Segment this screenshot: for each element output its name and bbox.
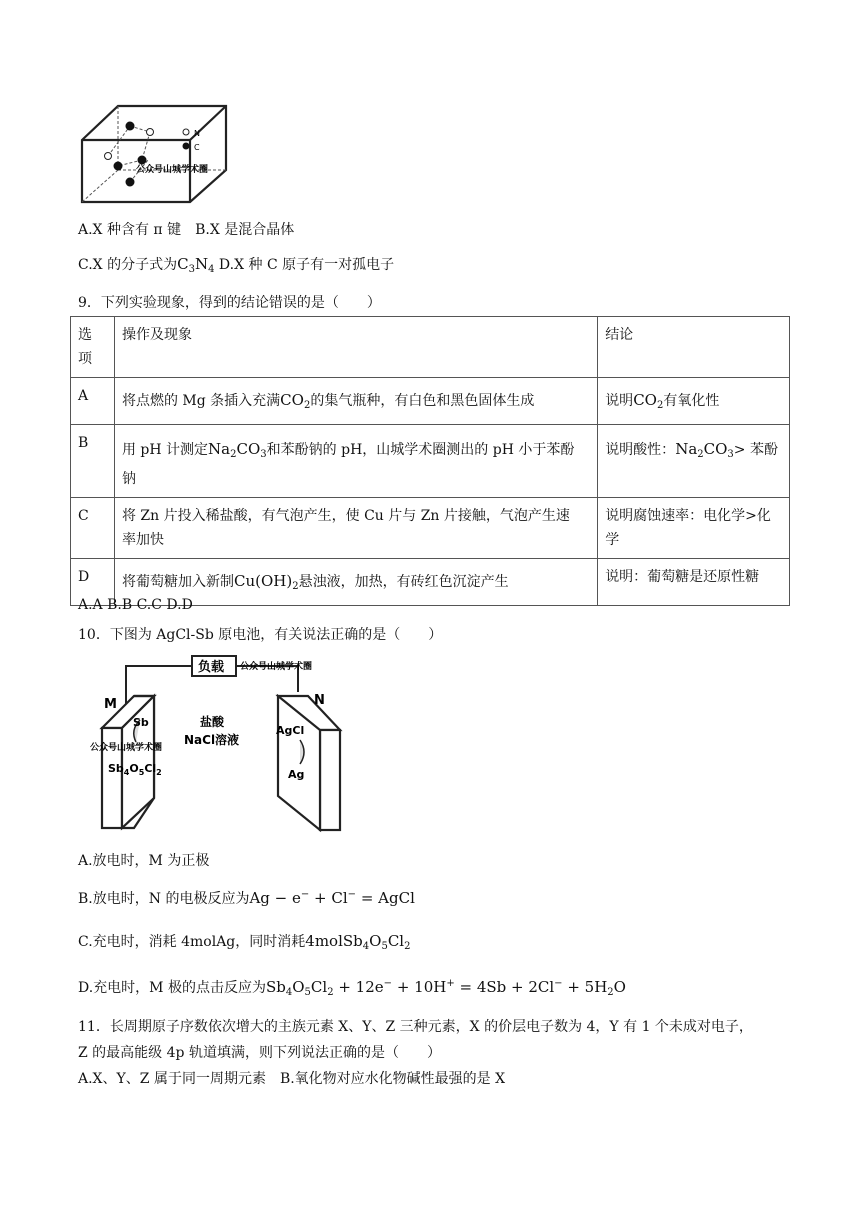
con-text: 说明酸性： — [605, 442, 676, 458]
row-conclusion: 说明：葡萄糖是还原性糖 — [598, 559, 790, 606]
q10-option-b-equation: Ag − e− + Cl− = AgCl — [249, 889, 415, 907]
q8-option-c-formula: $C_3N_4$ — [177, 255, 215, 275]
op-formula: $CO_2$ — [280, 391, 311, 411]
con-text: 说明 — [605, 393, 634, 409]
q10-option-c — [78, 931, 410, 952]
op-text: 和苯酚钠的 pH，山城学术圈测出的 pH 小于苯酚 — [266, 442, 575, 458]
ag-label: Ag — [288, 768, 305, 781]
op-text: 将点燃的 Mg 条插入充满 — [121, 393, 281, 409]
row-label: B — [71, 425, 115, 498]
op-text: 将 Zn 片投入稀盐酸，有气泡产生，使 Cu 片与 Zn 片接触，气泡产生速 — [121, 508, 570, 524]
q8-options-cd — [78, 254, 394, 275]
con-formula: $Na_2CO_3$ — [675, 440, 734, 460]
op-formula: $Cu(OH)_2$ — [233, 572, 299, 592]
row-operation — [114, 498, 597, 559]
op-text: 率加快 — [121, 532, 164, 548]
legend-n-label: N — [194, 129, 200, 138]
q8-option-c-text: C.X 的分子式为 — [78, 257, 178, 273]
header-conclusion: 结论 — [598, 317, 790, 378]
q11-stem-line2: Z 的最高能级 4p 轨道填满，则下列说法正确的是（ ） — [78, 1045, 441, 1061]
q10-option-a: A.放电时，M 为正极 — [78, 853, 210, 869]
op-text: 将葡萄糖加入新制 — [121, 574, 234, 590]
q10-option-d-equation: $Sb_4O_5Cl_2 + 12e^- + 10H^+ = 4Sb + 2Cl^- + 5H_2O$ — [265, 978, 626, 998]
q10-option-d-text: D.充电时，M 极的点击反应为 — [78, 980, 266, 996]
q9-table — [70, 316, 790, 606]
row-label: D — [71, 559, 115, 606]
con-text: 有氧化性 — [663, 393, 720, 409]
row-conclusion — [598, 378, 790, 425]
electrode-n-label: N — [314, 693, 325, 708]
op-text: 钠 — [121, 471, 136, 487]
q10-option-b — [78, 888, 415, 908]
nacl-label: NaCl溶液 — [184, 733, 240, 747]
table-row — [71, 425, 790, 498]
legend-c-label: C — [194, 143, 200, 152]
con-formula: $CO_2$ — [633, 391, 664, 411]
q8-option-d-text: D.X 种 C 原子有一对孤电子 — [218, 257, 395, 273]
row-operation — [114, 378, 597, 425]
q10-option-b-text: B.放电时，N 的电极反应为 — [78, 891, 250, 907]
battery-figure — [88, 650, 358, 835]
electrode-m-label: M — [104, 697, 117, 712]
q9-options: A.A B.B C.C D.D — [78, 597, 193, 613]
table-row — [71, 498, 790, 559]
row-conclusion — [598, 498, 790, 559]
q10-option-c-text: C.充电时，消耗 4molAg，同时消耗 — [78, 934, 306, 950]
acid-label: 盐酸 — [200, 715, 225, 729]
row-conclusion — [598, 425, 790, 498]
row-operation — [114, 425, 597, 498]
con-text: > 苯酚 — [733, 442, 778, 458]
watermark-text-2: 公众号山城学术圈 — [90, 743, 163, 753]
q8-options-ab: A.X 种含有 π 键 B.X 是混合晶体 — [78, 222, 295, 238]
watermark-text: 公众号山城学术圈 — [240, 662, 313, 672]
op-formula: $Na_2CO_3$ — [208, 440, 267, 460]
q11-stem-line1: 11．长周期原子序数依次增大的主族元素 X、Y、Z 三种元素，X 的价层电子数为 4，Y 有 1 个未成对电子， — [78, 1019, 753, 1035]
header-option-cell — [71, 317, 115, 378]
header-option: 选项 — [78, 327, 92, 367]
q9-stem: 9．下列实验现象，得到的结论错误的是（ ） — [78, 295, 381, 311]
con-text: 学 — [605, 532, 620, 548]
agcl-label: AgCl — [276, 724, 305, 737]
q10-option-d — [78, 977, 626, 998]
load-label: 负载 — [198, 660, 225, 675]
q10-stem: 10．下图为 AgCl-Sb 原电池，有关说法正确的是（ ） — [78, 627, 443, 643]
sb-label: Sb — [133, 716, 149, 729]
table-row — [71, 317, 790, 378]
con-text: 说明腐蚀速率：电化学>化 — [605, 508, 771, 524]
op-text: 悬浊液，加热，有砖红色沉淀产生 — [298, 574, 509, 590]
row-label: A — [71, 378, 115, 425]
table-row — [71, 378, 790, 425]
header-operation: 操作及现象 — [114, 317, 597, 378]
q11-options-ab: A.X、Y、Z 属于同一周期元素 B.氧化物对应水化物碱性最强的是 X — [78, 1071, 506, 1087]
watermark-text: 公众号山城学术圈 — [136, 165, 209, 175]
q10-option-c-formula: $4molSb_4O_5Cl_2$ — [305, 932, 411, 952]
row-label: C — [71, 498, 115, 559]
op-text: 用 pH 计测定 — [121, 442, 209, 458]
sb4o5cl2-label: $Sb_4O_5Cl_2$ — [108, 762, 162, 777]
op-text: 的集气瓶种，有白色和黑色固体生成 — [310, 393, 535, 409]
crystal-cell-figure — [78, 100, 238, 205]
